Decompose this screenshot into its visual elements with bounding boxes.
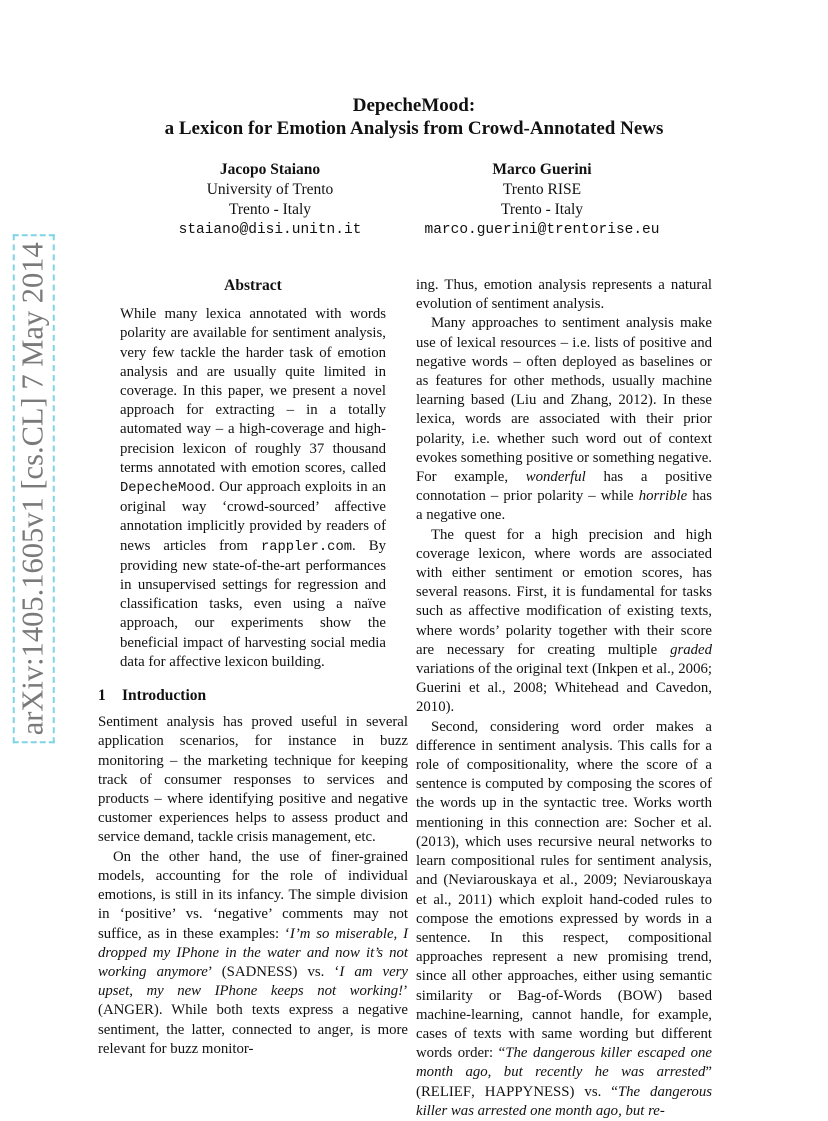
paragraph-text: Second, considering word order makes a difference in sentiment analysis. This calls for a role of compositionality, where the score of a sentence is computed by composing the scores of the words up in the syntactic tree. Works worth mentioning in this connection are: Socher et al. (2013), which uses recursive neural networks to learn compositional rules for sentiment analysis, and (Neviarouskaya et al., 2009; Neviarouskaya et al., 2011) which exploit hand-coded rules to compose the emotions expressed by words in a sentence. In this respect, compositional approaches represent a new promising trend, since all other approaches, either using semantic similarity or Bag-of-Words (BOW) based machine-learning, cannot handle, for example, cases of texts with same wording but different words order: “ [416, 718, 712, 1062]
paragraph-text: variations of the original text (Inkpen et al., 2006; Guerini et al., 2008; Whitehead and Cavedon, 2010). [416, 661, 712, 716]
abstract-heading: Abstract [224, 277, 282, 294]
paragraph-text: has a positive connotation – prior polarity – while [416, 469, 712, 505]
continued-paragraph: ing. Thus, emotion analysis represents a natural evolution of sentiment analysis. [416, 277, 712, 313]
example-sentence: The dangerous killer escaped one month ago, but recently he was arrested [416, 1045, 713, 1081]
abstract-body [120, 305, 386, 672]
author-block-1 [150, 160, 390, 240]
abstract-text: While many lexica annotated with words polarity are available for sentiment analysis, very few tackle the harder task of emotion analysis and are usually quite limited in coverage. In this paper, we present a novel approach for extracting – in a totally automated way – a high-coverage and high-precision lexicon of roughly 37 thousand terms annotated with emotion scores, called [120, 306, 386, 476]
author-email: staiano@disi.unitn.it [178, 222, 362, 238]
quest-paragraph [416, 526, 712, 718]
example-word: horrible [638, 488, 688, 505]
author-email: marco.guerini@trentorise.eu [424, 222, 660, 238]
emotion-label: HAPPYNESS [484, 1083, 570, 1100]
paragraph-text: ). While both texts express a negative sentiment, the latter, connected to anger, is more relevant for buzz monitor- [98, 1002, 408, 1057]
right-column [416, 276, 712, 1121]
paragraph-text: The quest for a high precision and high coverage lexicon, where words are associated with either sentiment or emotion scores, has several reasons. First, it is fundamental for tasks such as affective modification of existing texts, where words’ polarity together with their score are necessary for creating multiple [416, 526, 712, 658]
paragraph-text: ’ ( [98, 983, 408, 1019]
author-name: Marco Guerini [492, 161, 592, 178]
abstract-text: . By providing new state-of-the-art performances in unsupervised settings for regression and classification tasks, even using a naïve approach, our experiments show the beneficial impact of harvesting social media data for affective lexicon building. [120, 537, 386, 670]
author-affiliation: Trento RISE [502, 181, 582, 198]
paragraph-text: ’ ( [207, 963, 227, 980]
example-sentence: I am very upset, my new IPhone keeps not working! [98, 963, 408, 1000]
intro-paragraph-2 [98, 848, 408, 1059]
section-title: Introduction [122, 687, 207, 705]
abstract-text: . Our approach exploits in an original way ‘crowd-sourced’ affective annotation implicitly provided by readers of news articles from [120, 479, 386, 554]
section-heading-introduction [98, 686, 408, 705]
abstract-paragraph [120, 305, 386, 672]
paper-title [60, 94, 768, 140]
author-affiliation: University of Trento [206, 181, 334, 198]
author-location: Trento - Italy [500, 201, 584, 218]
lexical-resources-paragraph [416, 314, 712, 525]
paragraph-text: Many approaches to sentiment analysis make use of lexical resources – i.e. lists of positive and negative words – often deployed as baselines or as features for other methods, usually machine learning based (Liu and Zhang, 2012). In these lexica, words are associated with their prior polarity, i.e. whether such word out of context evokes something positive or something negative. For example, [416, 315, 712, 486]
paragraph-text: ) vs. “ [569, 1083, 618, 1100]
word-order-paragraph [416, 718, 712, 1121]
intro-paragraph-1: Sentiment analysis has proved useful in several application scenarios, for instance in buzz monitoring – the marketing technique for keeping track of consumer responses to services and products – where identifying positive and negative customer experiences helps to assess product and service demand, tackle crisis management, etc. [98, 714, 408, 846]
example-word: wonderful [525, 469, 586, 486]
section-number: 1 [98, 687, 106, 705]
lexicon-name: DepecheMood [120, 481, 212, 497]
emotion-label: RELIEF [420, 1083, 472, 1100]
paragraph-text: ” ( [416, 1064, 712, 1100]
example-sentence: The dangerous killer was arrested one month ago, but re- [416, 1083, 712, 1119]
emphasis-word: graded [670, 641, 712, 658]
arxiv-identifier-stamp [8, 242, 60, 736]
author-location: Trento - Italy [228, 201, 312, 218]
title-line-1: DepecheMood: [352, 95, 476, 116]
author-block-2 [392, 160, 692, 240]
paragraph-text: has a negative one. [416, 488, 712, 524]
site-name: rappler.com [260, 539, 353, 555]
author-name: Jacopo Staiano [219, 161, 321, 178]
left-column [98, 276, 408, 1059]
arxiv-id: arXiv:1405.1605v1 [cs.CL] 7 May 2014 [13, 234, 55, 743]
title-line-2: a Lexicon for Emotion Analysis from Crowd-Annotated News [164, 118, 664, 139]
paragraph-text: , [471, 1083, 485, 1100]
emotion-label: SADNESS [226, 963, 293, 980]
example-sentence: I’m so miserable, I dropped my IPhone in the water and now it’s not working anymore [98, 925, 408, 980]
emotion-label: ANGER [102, 1002, 154, 1019]
paragraph-text: On the other hand, the use of finer-grained models, accounting for the role of individual emotions, is still in its infancy. The simple division in ‘positive’ vs. ‘negative’ comments may not suffice, as in these examples: ‘ [98, 848, 408, 942]
paragraph-text: ) vs. ‘ [292, 963, 340, 980]
